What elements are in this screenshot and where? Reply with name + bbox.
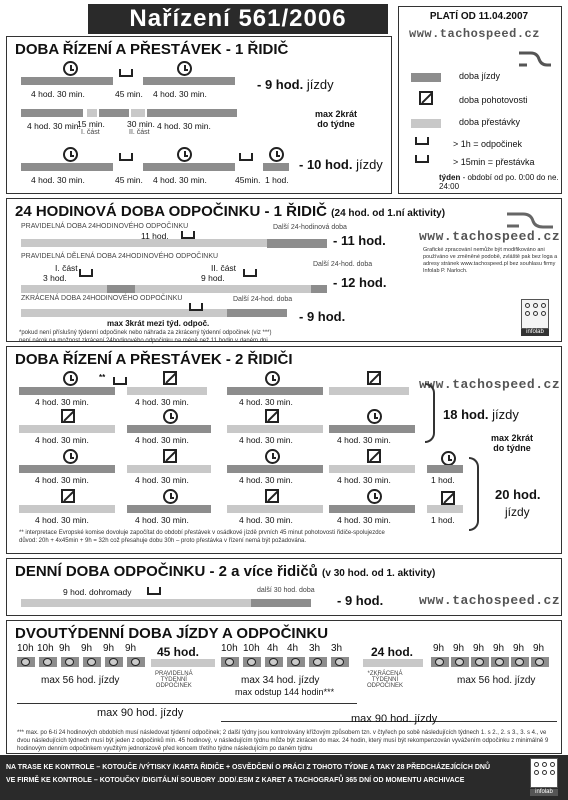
day-cell (221, 657, 239, 667)
day-cell (531, 657, 549, 667)
clock-icon (63, 371, 78, 386)
footer-logo-text: infolab (530, 789, 558, 796)
s4-subtitle: (v 30 hod. od 1. aktivity) (322, 568, 436, 579)
standby-icon (61, 489, 75, 503)
rest-icon (181, 231, 195, 239)
s3-r1-b: 4 hod. 30 min. (135, 397, 189, 407)
drive-bar (143, 163, 235, 171)
rest-icon (239, 153, 253, 161)
s1-r3-e: 1 hod. (265, 175, 289, 185)
s3-r4-a: 4 hod. 30 min. (35, 515, 89, 525)
drive-bar (427, 465, 463, 473)
day-cell (491, 657, 509, 667)
s3-r4-c: 4 hod. 30 min. (239, 515, 293, 525)
drive-bar (127, 505, 211, 513)
standby-bar (19, 505, 115, 513)
s3-r4-e: 1 hod. (431, 515, 455, 525)
footer (0, 755, 568, 800)
section-driving-2-drivers (6, 346, 562, 554)
s1-r2-c: 30 min. (127, 119, 155, 129)
legend-break-swatch (411, 119, 441, 128)
s5-max56a: max 56 hod. jízdy (41, 675, 120, 686)
s1-r2-part1: I. část (81, 129, 100, 136)
day-cell (105, 657, 123, 667)
s3-r3-e: 1 hod. (431, 475, 455, 485)
break-bar (131, 109, 145, 117)
span-line (17, 703, 357, 704)
standby-icon (441, 491, 455, 505)
s3-r4-b: 4 hod. 30 min. (135, 515, 189, 525)
break-bar (87, 109, 97, 117)
s1-r2-d: 4 hod. 30 min. (157, 121, 211, 131)
w2-d1: 10h (243, 643, 260, 654)
rest-icon (243, 269, 257, 277)
s3-max-note: max 2krát do týdne (491, 433, 534, 453)
standby-bar (329, 387, 409, 395)
s3-title (15, 351, 293, 368)
s3-result2-unit: jízdy (505, 505, 530, 519)
s2-r1-next: Další 24-hodinová doba (273, 224, 347, 231)
w2-d2: 4h (267, 643, 279, 654)
clock-icon (163, 489, 178, 504)
w2-d3: 4h (287, 643, 299, 654)
clock-icon (63, 61, 78, 76)
s5-max90a: max 90 hod. jízdy (97, 707, 184, 719)
w3-d0: 9h (433, 643, 445, 654)
day-cell (451, 657, 469, 667)
standby-bar (127, 387, 207, 395)
legend-box (398, 6, 562, 194)
drive-bar (329, 425, 415, 433)
legend-drive-swatch (411, 73, 441, 82)
legend-pause-icon (415, 155, 429, 163)
week3 (431, 643, 561, 667)
w2-d4: 3h (309, 643, 321, 654)
s1-r3-b: 45 min. (115, 175, 143, 185)
page-title: Nařízení 561/2006 (88, 4, 388, 34)
drive-bar (107, 285, 135, 293)
standby-icon (367, 371, 381, 385)
tachospeed-logo-icon (517, 49, 553, 69)
s3-r3-a: 4 hod. 30 min. (35, 475, 89, 485)
w1-d3: 9h (81, 643, 93, 654)
clock-icon (367, 489, 382, 504)
standby-icon (367, 449, 381, 463)
s2-note: *pokud není příslušný týdenní odpočinek nebo náhrada za zkrácený týdenní odpočinek (viz ***) není nárok na možnost zkrácení 24hodinového odpočinku na méně než 11 hodin v daném dni (19, 330, 272, 344)
s2-r3-max: max 3krát mezi týd. odpoč. (107, 319, 210, 328)
s3-title-suffix: - 2 ŘIDIČI (221, 351, 293, 368)
s2-r2-result: - 12 hod. (333, 275, 387, 290)
day-cell (243, 657, 261, 667)
w1-d5: 9h (125, 643, 137, 654)
s3-r2-b: 4 hod. 30 min. (135, 435, 189, 445)
s5-rest1: 45 hod. (157, 645, 200, 659)
s4-title-suffix: - 2 a více řidičů (205, 563, 318, 580)
s1-r3-c: 4 hod. 30 min. (153, 175, 207, 185)
w3-d4: 9h (513, 643, 525, 654)
s2-url: www.tachospeed.cz (419, 229, 561, 244)
s5-max34: max 34 hod. jízdy (241, 675, 320, 686)
rest-bar (251, 599, 311, 607)
legend-rest-icon (415, 137, 429, 145)
stars-marker: ** (99, 373, 106, 382)
s1-r3-d: 45min. (235, 175, 261, 185)
drive-bar (263, 163, 289, 171)
clock-icon (63, 147, 78, 162)
day-cell (265, 657, 283, 667)
s3-r1-c: 4 hod. 30 min. (239, 397, 293, 407)
s2-r3-label: ZKRÁCENÁ DOBA 24HODINOVÉHO ODPOČINKU (21, 295, 183, 302)
s1-r1-hours: - 9 hod. (257, 77, 304, 92)
s4-title-main: DENNÍ DOBA ODPOČINKU (15, 563, 206, 580)
standby-icon (265, 409, 279, 423)
drive-bar (143, 77, 235, 85)
day-cell (471, 657, 489, 667)
standby-bar (127, 465, 211, 473)
standby-bar (19, 425, 115, 433)
s2-r1-hours: 11 hod. (141, 231, 169, 241)
legend-standby-label: doba pohotovosti (459, 95, 528, 105)
weekly-rest-bar (363, 659, 423, 667)
standby-icon (163, 449, 177, 463)
s3-r3-d: 4 hod. 30 min. (337, 475, 391, 485)
s1-r1-c: 4 hod. 30 min. (153, 89, 207, 99)
rest-icon (79, 269, 93, 277)
legend-pause-label: > 15min = přestávka (453, 157, 535, 167)
week1 (17, 643, 147, 667)
s1-title (15, 41, 288, 58)
s3-r3-b: 4 hod. 30 min. (135, 475, 189, 485)
legend-standby-icon (419, 91, 433, 105)
clock-icon (367, 409, 382, 424)
w1-d1: 10h (37, 643, 54, 654)
s5-max90b: max 90 hod. jízdy (351, 713, 438, 725)
standby-icon (61, 409, 75, 423)
clock-icon (63, 449, 78, 464)
rest-icon (189, 303, 203, 311)
drive-bar (147, 109, 237, 117)
s2-title-suffix: - 1 ŘIDIČ (260, 203, 327, 220)
s1-r1-unit: jízdy (306, 77, 334, 92)
legend-url: www.tachospeed.cz (409, 27, 540, 41)
clock-icon (177, 147, 192, 162)
drive-bar (329, 505, 415, 513)
rest-bar (311, 285, 327, 293)
s3-r2-a: 4 hod. 30 min. (35, 435, 89, 445)
s2-r1-label: PRAVIDELNÁ DOBA 24HODINOVÉHO ODPOČINKU (21, 223, 189, 230)
infolab-logo-icon (530, 758, 558, 788)
s3-result1 (443, 407, 519, 422)
section-daily-rest-2-drivers (6, 558, 562, 616)
s1-r2-part2: II. část (129, 129, 150, 136)
s3-result1-unit: jízdy (492, 407, 519, 422)
brace (425, 383, 435, 443)
w1-d2: 9h (59, 643, 71, 654)
s2-r2-p2: II. část (211, 263, 237, 273)
s4-title (15, 563, 435, 580)
footer-line2: VE FIRMĚ KE KONTROLE – KOTOUČKY /DIGITÁLNÍ SOUBORY .DDD/.ESM Z KARET A TACHOGRAFŮ 365 DNÍ OD MOMENTU ARCHIVACE (6, 777, 465, 784)
legend-rest-label: > 1h = odpočinek (453, 139, 523, 149)
drive-bar (227, 465, 323, 473)
s1-r1-result (257, 77, 334, 92)
tachospeed-logo-icon (505, 209, 555, 231)
rest-icon (119, 69, 133, 77)
day-cell (431, 657, 449, 667)
w3-d5: 9h (533, 643, 545, 654)
s1-r2-a: 4 hod. 30 min. (27, 121, 81, 131)
rest-bar (227, 309, 287, 317)
standby-bar (227, 505, 323, 513)
weekly-rest-bar (151, 659, 215, 667)
s1-max-note: max 2krát do týdne (315, 109, 358, 129)
s5-title: DVOUTÝDENNÍ DOBA JÍZDY A ODPOČINKU (15, 625, 329, 642)
s2-r2-next: Další 24-hod. doba (313, 261, 373, 268)
s1-r3-hours: - 10 hod. (299, 157, 353, 172)
s3-result2: 20 hod. (495, 487, 541, 502)
standby-bar (227, 425, 323, 433)
clock-icon (441, 451, 456, 466)
s5-rest2-label: *ZKRÁCENÁ TÝDENNÍ ODPOČINEK (367, 671, 404, 689)
s2-r3-next: Další 24-hod. doba (233, 296, 293, 303)
week2 (221, 643, 361, 667)
s1-r3-a: 4 hod. 30 min. (31, 175, 85, 185)
s5-max56b: max 56 hod. jízdy (457, 675, 536, 686)
w1-d4: 9h (103, 643, 115, 654)
s2-r2-h2: 9 hod. (201, 273, 225, 283)
s3-r3-c: 4 hod. 30 min. (239, 475, 293, 485)
clock-icon (177, 61, 192, 76)
drive-bar (19, 387, 115, 395)
w2-d0: 10h (221, 643, 238, 654)
drive-bar (21, 109, 83, 117)
day-bar (21, 285, 311, 293)
s1-r1-b: 45 min. (115, 89, 143, 99)
s2-r2-label: PRAVIDELNÁ DĚLENÁ DOBA 24HODINOVÉHO ODPOČINKU (21, 253, 219, 260)
day-cell (83, 657, 101, 667)
s5-rest1-label: PRAVIDELNÁ TÝDENNÍ ODPOČINEK (155, 671, 193, 689)
s1-r3-result (299, 157, 383, 172)
drive-bar (19, 465, 115, 473)
w1-d0: 10h (17, 643, 34, 654)
day-cell (287, 657, 305, 667)
s4-url: www.tachospeed.cz (419, 593, 561, 608)
s1-r2-b: 15 min. (77, 119, 105, 129)
w3-d2: 9h (473, 643, 485, 654)
drive-bar (21, 77, 113, 85)
s5-max144: max odstup 144 hodin*** (235, 687, 335, 697)
day-cell (61, 657, 79, 667)
s5-note: *** max. po 6-ti 24 hodinových obdobích musí následovat týdenní odpočinek; 2 další týdny jsou kontrolovány křížovým způsobem tzn. v čtyřech po sobě následujících týdnech 1. s 2., 2. s 3., 3. s 4., ve dvou následujících týdnech musí být jeden z odpočinků min. 45 hodinový, v následujícím týdnu může být zkrácen do max. 24 hodin, který musí být rekompenzován vyvážením odpočinku z minimálně 9 hodinovým denním odpočinkem využitým jednorázově před koncem třetího týdne následujícím po daném týdnu (17, 730, 549, 752)
s2-logo-text: infolab (521, 329, 549, 336)
s2-r2-h1: 3 hod. (43, 273, 67, 283)
w2-d5: 3h (331, 643, 343, 654)
s2-r1-result: - 11 hod. (333, 233, 386, 248)
clock-icon (269, 147, 284, 162)
standby-icon (265, 489, 279, 503)
w3-d3: 9h (493, 643, 505, 654)
s4-together: 9 hod. dohromady (63, 587, 132, 597)
day-cell (331, 657, 349, 667)
s2-r3-result: - 9 hod. (299, 309, 346, 324)
clock-icon (265, 371, 280, 386)
day-cell (39, 657, 57, 667)
s3-url: www.tachospeed.cz (419, 377, 561, 392)
s1-r3-unit: jízdy (356, 157, 383, 172)
s1-title-suffix: - 1 ŘIDIČ (221, 41, 289, 58)
drive-bar (127, 425, 211, 433)
day-cell (511, 657, 529, 667)
section-24h-rest (6, 198, 562, 342)
s2-r2-p1: I. část (55, 263, 78, 273)
rest-bar (267, 239, 327, 248)
drive-bar (21, 163, 113, 171)
clock-icon (265, 449, 280, 464)
legend-week-text: - období od po. 0:00 do ne. 24:00 (439, 173, 559, 191)
infolab-logo-icon (521, 299, 549, 329)
s3-r1-a: 4 hod. 30 min. (35, 397, 89, 407)
valid-from: PLATÍ OD 11.04.2007 (429, 11, 529, 22)
day-bar (21, 599, 251, 607)
day-cell (17, 657, 35, 667)
s3-r2-c: 4 hod. 30 min. (239, 435, 293, 445)
drive-bar (99, 109, 129, 117)
s3-title-main: DOBA ŘÍZENÍ A PŘESTÁVEK (15, 351, 222, 368)
legend-week-bold: týden (439, 173, 461, 182)
s3-r2-d: 4 hod. 30 min. (337, 435, 391, 445)
s5-rest2: 24 hod. (371, 645, 414, 659)
s1-title-main: DOBA ŘÍZENÍ A PŘESTÁVEK (15, 41, 222, 58)
rest-icon (119, 153, 133, 161)
s3-note: ** interpretace Evropské komise dovoluje započítat do období přestávek v osádkové jízdě prvních 45 minut pohotovosti řidiče-spolujezdce důvod: 20h + 4x45min + 9h = 32h což přesahuje dobu 30h – proto přestávka v řízení nemá být požadována. (19, 530, 385, 544)
s3-result1-hours: 18 hod. (443, 407, 489, 422)
footer-line1: NA TRASE KE KONTROLE – KOTOUČE /VÝTISKY /KARTA ŘIDIČE + OSVĚDČENÍ O PRÁCI Z TOHOTO TÝDNE A TAKY 28 PŘEDCHÁZEJÍCÍCH DNŮ (6, 764, 491, 771)
s4-result: - 9 hod. (337, 593, 384, 608)
day-cell (309, 657, 327, 667)
s4-next: další 30 hod. doba (257, 587, 315, 594)
section-driving-1-driver (6, 36, 392, 194)
day-cell (127, 657, 145, 667)
rest-icon (147, 587, 161, 595)
s2-title-main: 24 HODINOVÁ DOBA ODPOČINKU (15, 203, 261, 220)
section-two-week (6, 620, 562, 754)
legend-drive-label: doba jízdy (459, 71, 501, 81)
legend-week (439, 173, 559, 191)
s2-copyright: Grafické zpracování nemůže být modifikováno ani používáno ve změněné podobě, zvláště pak bez loga a adresy stránek www.tachospeed.pl bez souhlasu firmy Infolab P. Narloch. (423, 247, 558, 274)
standby-icon (163, 371, 177, 385)
clock-icon (163, 409, 178, 424)
s3-r4-d: 4 hod. 30 min. (337, 515, 391, 525)
standby-bar (427, 505, 463, 513)
brace (469, 457, 479, 531)
s2-title (15, 203, 445, 220)
s2-subtitle: (24 hod. od 1.ní aktivity) (331, 208, 446, 219)
s1-r1-a: 4 hod. 30 min. (31, 89, 85, 99)
drive-bar (227, 387, 323, 395)
legend-break-label: doba přestávky (459, 117, 521, 127)
standby-bar (329, 465, 415, 473)
rest-icon (113, 377, 127, 385)
w3-d1: 9h (453, 643, 465, 654)
